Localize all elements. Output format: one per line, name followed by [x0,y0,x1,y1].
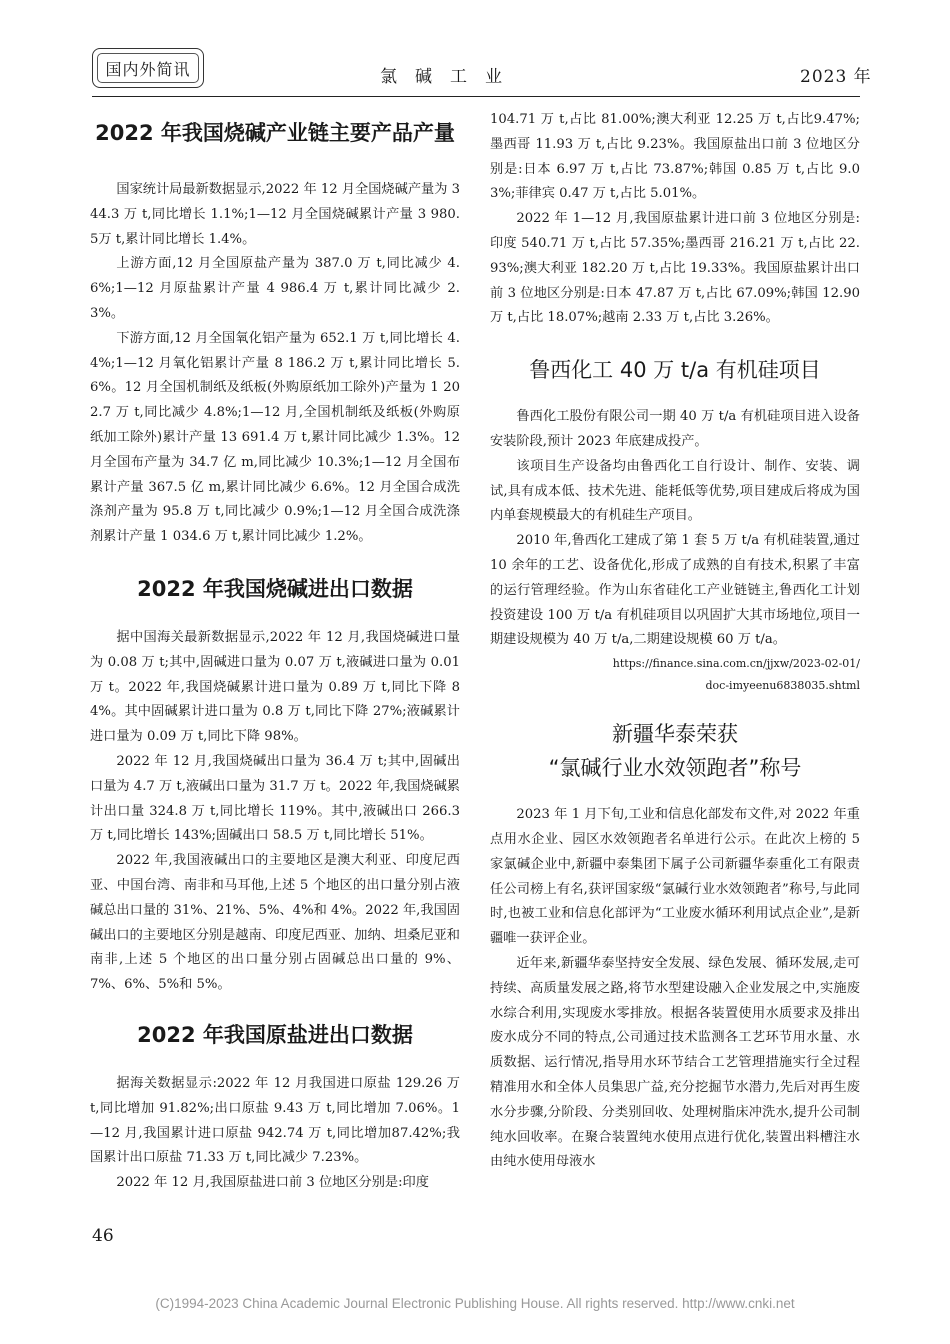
article-title: 2022 年我国原盐进出口数据 [137,1022,413,1047]
article-title: “氯碱行业水效领跑者”称号 [548,756,802,781]
article-paragraph: 近年来,新疆华泰坚持安全发展、绿色发展、循环发展,走可持续、高质量发展之路,将节水型建设融入企业发展之中,实施废水综合利用,实现废水零排放。根据各装置使用水质要求及排出废水成分不同的特点,公司通过技术监测各工艺环节用水量、水质数据、运行情况,指导用水环节结合工艺管理措施实行全过程精准用水和全体人员集思广益,充分挖掘节水潜力,先后对再生废水分步骤,分阶段、分类别回收、处理树脂床冲洗水,提升公司制纯水回收率。在聚合装置纯水使用点进行优化,装置出料槽注水由纯水使用母液水 [490,955,860,1170]
section-badge [92,48,204,88]
article-paragraph: 下游方面,12 月全国氧化铝产量为 652.1 万 t,同比增长 4.4%;1—12 月氧化铝累计产量 8 186.2 万 t,累计同比增长 5.6%。12 月全国机制纸及纸板(外购原纸加工除外)产量为 1 202.7 万 t,同比减少 4.8%;1—12 月,全国机制纸及纸板(外购原纸加工除外)累计产量 13 691.4 万 t,累计同比减少 1.3%。12 月全国布产量为 34.7 亿 m,同比减少 10.3%;1—12 月全国布累计产量 367.5 亿 m,累计同比减少 6.6%。12 月全国合成洗涤剂产量为 95.8 万 t,同比减少 0.9%;1—12 月全国合成洗涤剂累计产量 1 034.6 万 t,累计同比减少 1.2%。 [90,330,460,545]
right-column [490,108,860,1175]
article-paragraph: 上游方面,12 月全国原盐产量为 387.0 万 t,同比减少 4.6%;1—12 月原盐累计产量 4 986.4 万 t,累计同比减少 2.3%。 [90,256,460,321]
article-paragraph-continued: 104.71 万 t,占比 81.00%;澳大利亚 12.25 万 t,占比9.47%;墨西哥 11.93 万 t,占比 9.23%。我国原盐出口前 3 位地区分别是:日本 6.97 万 t,占比 73.87%;韩国 0.85 万 t,占比 9.03%;菲律宾 0.47 万 t,占比 5.01%。 [490,112,860,202]
article-title: 新疆华泰荣获 [612,722,738,747]
header-rule [92,96,860,97]
article-paragraph: 2022 年 1—12 月,我国原盐累计进口前 3 位地区分别是:印度 540.71 万 t,占比 57.35%;墨西哥 216.21 万 t,占比 22.93%;澳大利亚 182.20 万 t,占比 19.33%。我国原盐累计出口前 3 位地区分别是:日本 47.87 万 t,占比 67.09%;韩国 12.90 万 t,占比 18.07%;越南 2.33 万 t,占比 3.26%。 [490,211,860,326]
article-paragraph: 2022 年 12 月,我国原盐进口前 3 位地区分别是:印度 [116,1175,429,1191]
article-paragraph: 鲁西化工股份有限公司一期 40 万 t/a 有机硅项目进入设备安装阶段,预计 2023 年底建成投产。 [490,409,860,449]
article-title: 鲁西化工 40 万 t/a 有机硅项目 [529,358,821,383]
article-title: 2022 年我国烧碱进出口数据 [137,576,413,601]
article-paragraph: 据海关数据显示:2022 年 12 月我国进口原盐 129.26 万 t,同比增加 91.82%;出口原盐 9.43 万 t,同比增加 7.06%。1—12 月,我国累计进口原盐 942.74 万 t,同比增加87.42%;我国累计出口原盐 71.33 万 t,同比减少 7.23%。 [90,1075,460,1166]
article-paragraph: 2023 年 1 月下旬,工业和信息化部发布文件,对 2022 年重点用水企业、园区水效领跑者名单进行公示。在此次上榜的 5 家氯碱企业中,新疆中泰集团下属子公司新疆华泰重化工有限责任公司榜上有名,获评国家级“氯碱行业水效领跑者”称号,与此同时,也被工业和信息化部评为“工业废水循环利用试点企业”,是新疆唯一获评企业。 [490,807,860,947]
section-label: 国内外简讯 [105,59,191,79]
journal-year: 2023 年 [800,67,872,87]
page-number: 46 [92,1226,114,1246]
article-paragraph: 2022 年,我国液碱出口的主要地区是澳大利亚、印度尼西亚、中国台湾、南非和马耳他,上述 5 个地区的出口量分别占液碱总出口量的 31%、21%、5%、4%和 4%。2022 年,我国固碱出口的主要地区分别是越南、印度尼西亚、加纳、坦桑尼亚和南非,上述 5 个地区的出口量分别占固碱总出口量的 9%、7%、6%、5%和 5%。 [90,853,460,993]
article-paragraph: 2010 年,鲁西化工建成了第 1 套 5 万 t/a 有机硅装置,通过 10 余年的工艺、设备优化,形成了成熟的自有技术,积累了丰富的运行管理经验。作为山东省硅化工产业链链主,鲁西化工计划投资建设 100 万 t/a 有机硅项目以巩固扩大其市场地位,项目一期建设规模为 40 万 t/a,二期建设规模 60 万 t/a。 [490,533,860,648]
article-paragraph: 该项目生产设备均由鲁西化工自行设计、制作、安装、调试,具有成本低、技术先进、能耗低等优势,项目建成后将成为国内单套规模最大的有机硅生产项目。 [490,458,860,524]
article-paragraph: 据中国海关最新数据显示,2022 年 12 月,我国烧碱进口量为 0.08 万 t;其中,固碱进口量为 0.07 万 t,液碱进口量为 0.01 万 t。2022 年,我国烧碱累计进口量为 0.89 万 t,同比下降 84%。其中固碱累计进口量为 0.8 万 t,同比下降 27%;液碱累计进口量为 0.09 万 t,同比下降 98%。 [90,629,460,745]
copyright-footer: (C)1994-2023 China Academic Journal Electronic Publishing House. All rights reserved. http://www.cnki.net [155,1296,795,1311]
article-paragraph: 国家统计局最新数据显示,2022 年 12 月全国烧碱产量为 344.3 万 t,同比增长 1.1%;1—12 月全国烧碱累计产量 3 980.5万 t,累计同比增长 1.4%。 [90,182,460,247]
journal-title: 氯碱工业 [380,67,520,87]
page-header [0,0,950,100]
source-url: https://finance.sina.com.cn/jjxw/2023-02-01/ [612,657,860,671]
source-url: doc-imyeenu6838035.shtml [705,679,860,693]
article-paragraph: 2022 年 12 月,我国烧碱出口量为 36.4 万 t;其中,固碱出口量为 4.7 万 t,液碱出口量为 31.7 万 t。2022 年,我国烧碱累计出口量 324.8 万 t,同比增长 119%。其中,液碱出口 266.3 万 t,同比增长 143%;固碱出口 58.5 万 t,同比增长 51%。 [90,753,460,844]
article-title: 2022 年我国烧碱产业链主要产品产量 [95,121,455,145]
left-column [90,108,460,1196]
